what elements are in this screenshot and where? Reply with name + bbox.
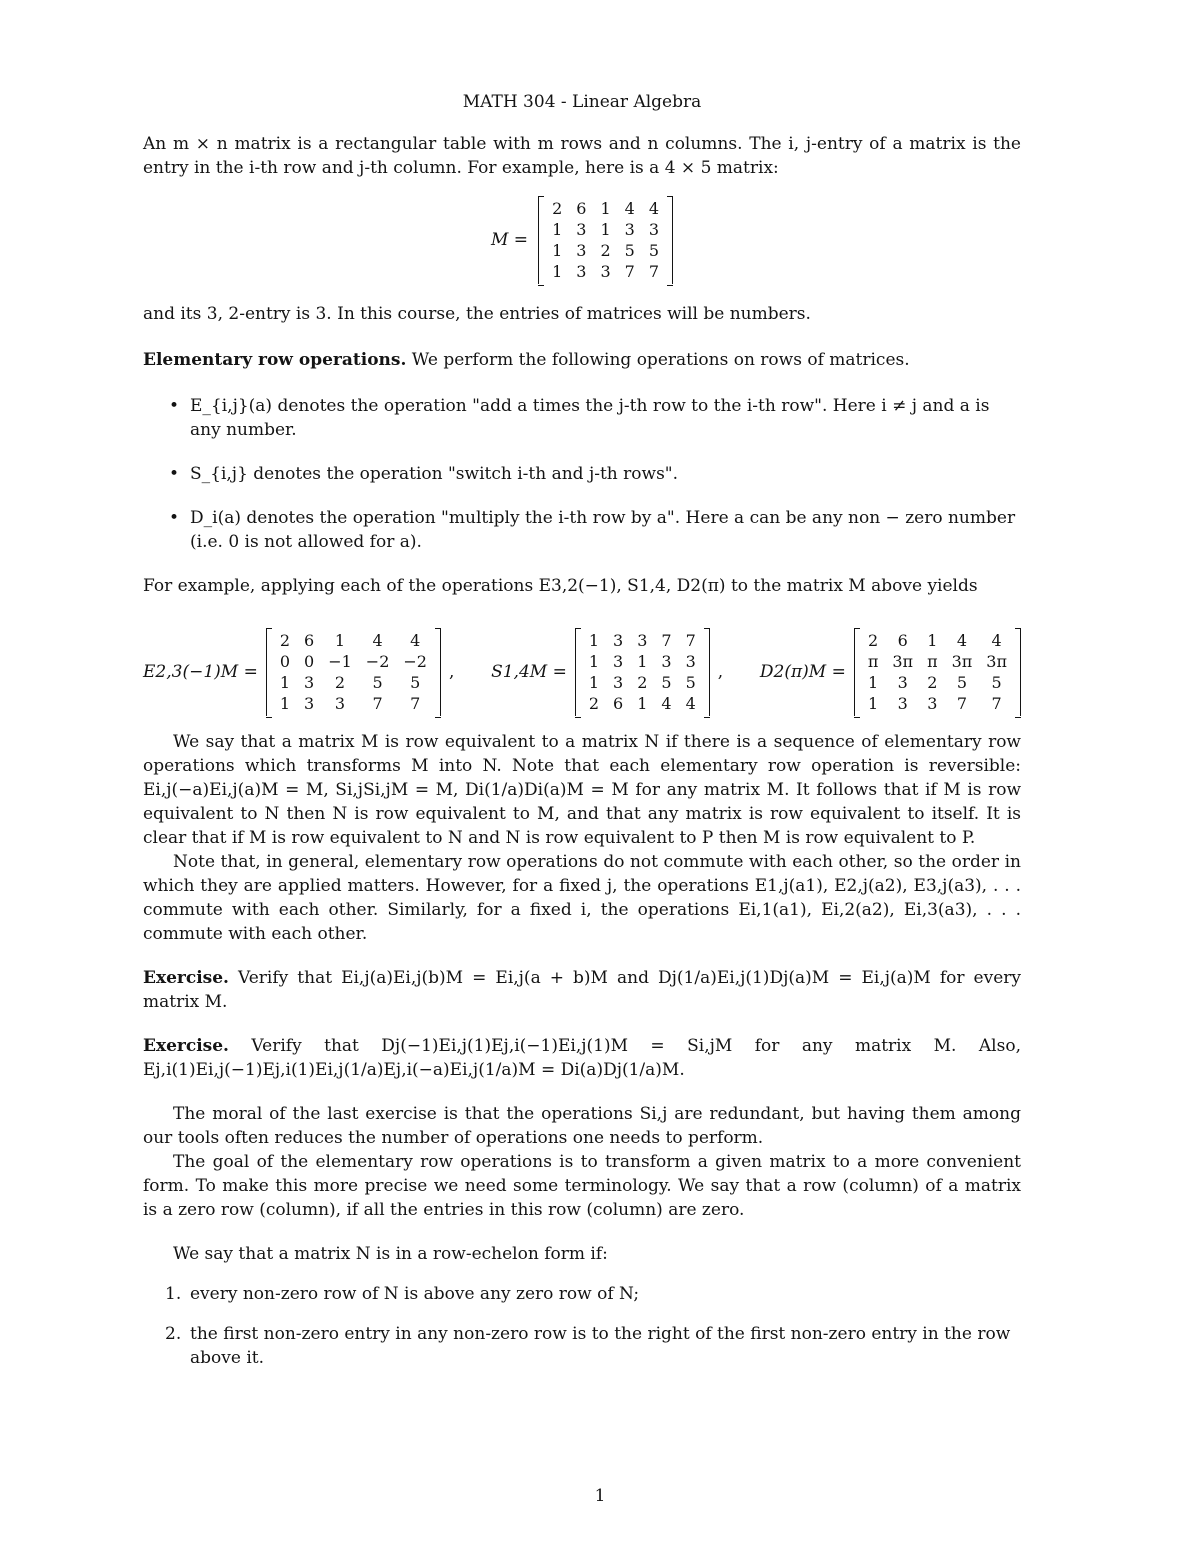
matrix-cell: 2	[600, 241, 611, 260]
example-label: D2(π)M =	[759, 662, 846, 682]
matrix-cell: 5	[685, 673, 696, 692]
matrix-cell: 1	[334, 631, 346, 650]
paragraph-moral: The moral of the last exercise is that the operations Si,j are redundant, but having them among our tools often reduces the number of operations one needs to perform.	[143, 1104, 1021, 1148]
list-item: • D_i(a) denotes the operation "multiply the i-th row by a". Here a can be any non − zero number (i.e. 0 is not allowed for a).	[143, 506, 1021, 554]
example-d2	[760, 628, 1021, 716]
document-page	[143, 92, 1021, 1386]
matrix-cell: 1	[279, 673, 291, 692]
matrix-row	[545, 219, 666, 240]
matrix-cell: 6	[613, 694, 624, 713]
example-matrices	[143, 628, 1021, 716]
matrix-cell: 1	[637, 652, 648, 671]
matrix-cell: 4	[648, 199, 659, 218]
matrix-cell: 3π	[892, 652, 914, 671]
matrix-cell: 3	[927, 694, 938, 713]
ero-heading: Elementary row operations.	[143, 350, 407, 370]
matrix-row	[545, 198, 666, 219]
matrix-cell: 1	[552, 262, 563, 281]
matrix-m-display	[143, 196, 1021, 284]
matrix-cell: 1	[600, 199, 611, 218]
matrix-row	[861, 630, 1014, 651]
matrix-cell: 2	[334, 673, 346, 692]
matrix-row	[545, 240, 666, 261]
row-echelon-conditions	[143, 1282, 1021, 1370]
exercise-heading: Exercise.	[143, 1036, 229, 1056]
matrix-m	[538, 196, 673, 284]
operations-list	[143, 394, 1021, 554]
matrix-cell: 0	[279, 652, 291, 671]
example-matrix	[575, 628, 710, 716]
matrix-row	[545, 261, 666, 282]
matrix-cell: 4	[372, 631, 383, 650]
matrix-cell: 3	[637, 631, 648, 650]
matrix-m-label: M =	[491, 230, 529, 250]
paragraph-example-intro: For example, applying each of the operations E3,2(−1), S1,4, D2(π) to the matrix M above yields	[143, 576, 978, 596]
matrix-cell: π	[867, 652, 879, 671]
matrix-cell: 1	[588, 652, 600, 671]
matrix-cell: 3	[897, 694, 908, 713]
exercise-heading: Exercise.	[143, 968, 229, 988]
matrix-cell: 3	[897, 673, 908, 692]
matrix-cell: 1	[279, 694, 291, 713]
matrix-cell: 3	[613, 631, 624, 650]
matrix-cell: 5	[991, 673, 1002, 692]
paragraph-ero-intro	[143, 348, 1021, 372]
matrix-cell: 5	[372, 673, 383, 692]
matrix-cell: 5	[956, 673, 968, 692]
matrix-cell: 1	[588, 631, 600, 650]
exercise-2	[143, 1034, 1021, 1082]
matrix-cell: 6	[304, 631, 315, 650]
matrix-cell: 3	[600, 262, 611, 281]
matrix-cell: 6	[897, 631, 908, 650]
matrix-cell: 3	[624, 220, 635, 239]
ero-text: We perform the following operations on rows of matrices.	[406, 350, 910, 370]
matrix-cell: 3	[648, 220, 659, 239]
matrix-row	[582, 693, 703, 714]
matrix-row	[861, 672, 1014, 693]
matrix-cell: 1	[600, 220, 611, 239]
page-number: 1	[594, 1486, 606, 1506]
example-matrix	[266, 628, 441, 716]
matrix-cell: −2	[365, 652, 390, 671]
matrix-row	[582, 672, 703, 693]
matrix-row	[273, 672, 434, 693]
paragraph-row-equivalence: We say that a matrix M is row equivalent to a matrix N if there is a sequence of elementary row operations which transforms M into N. Note that each elementary row operation is reversible: Ei,j(−a)Ei,j(a)M = M, Si,jSi,jM = M, Di(1/a)Di(a)M = M for any matrix M. It follows that if M is row equivalent to N then N is row equivalent to M, and that any matrix is row equivalent to itself. It is clear that if M is row equivalent to N and N is row equivalent to P then M is row equivalent to P.	[143, 732, 1021, 848]
matrix-cell: 1	[868, 694, 879, 713]
matrix-cell: 4	[410, 631, 421, 650]
matrix-cell: 4	[991, 631, 1002, 650]
matrix-cell: 4	[685, 694, 696, 713]
matrix-cell: 6	[576, 199, 587, 218]
matrix-cell: π	[927, 652, 938, 671]
matrix-cell: 1	[552, 220, 563, 239]
matrix-cell: 2	[588, 694, 600, 713]
exercise-text: Verify that Ei,j(a)Ei,j(b)M = Ei,j(a + b)M and Dj(1/a)Ei,j(1)Dj(a)M = Ei,j(a)M for every matrix M.	[143, 968, 1021, 1012]
matrix-cell: 7	[991, 694, 1002, 713]
matrix-cell: 3	[613, 673, 624, 692]
matrix-cell: 5	[648, 241, 659, 260]
matrix-m-table	[545, 198, 666, 282]
matrix-cell: 4	[661, 694, 672, 713]
matrix-cell: 3	[304, 673, 315, 692]
matrix-cell: 3	[576, 241, 587, 260]
matrix-cell: 3	[304, 694, 315, 713]
matrix-row	[273, 630, 434, 651]
matrix-cell: 3	[685, 652, 696, 671]
matrix-cell: 3	[334, 694, 346, 713]
matrix-cell: 1	[588, 673, 600, 692]
paragraph-goal: The goal of the elementary row operations is to transform a given matrix to a more convenient form. To make this more precise we need some terminology. We say that a row (column) of a matrix is a zero row (column), if all the entries in this row (column) are zero.	[143, 1152, 1021, 1220]
matrix-cell: 1	[927, 631, 938, 650]
example-s14: S1,4M = 1 3 3 7 7 1 3 1 3 3 1 3 2 5 5 2 6 1 4 4 ,	[491, 628, 723, 716]
paragraph-entry-note: and its 3, 2-entry is 3. In this course, the entries of matrices will be numbers.	[143, 304, 811, 324]
matrix-cell: 7	[372, 694, 383, 713]
matrix-cell: 2	[279, 631, 291, 650]
matrix-cell: 4	[624, 199, 635, 218]
matrix-cell: 5	[410, 673, 421, 692]
example-matrix	[854, 628, 1021, 716]
matrix-cell: 7	[648, 262, 659, 281]
paragraph-matrix-definition: An m × n matrix is a rectangular table with m rows and n columns. The i, j-entry of a matrix is the entry in the i-th row and j-th column. For example, here is a 4 × 5 matrix:	[143, 134, 1021, 178]
page-title: MATH 304 - Linear Algebra	[462, 92, 702, 112]
matrix-cell: −1	[328, 652, 352, 671]
example-e23: E2,3(−1)M = 2 6 1 4 4 0 0 −1 −2 −2 1 3 2 5 5 1 3 3 7 7 ,	[143, 628, 454, 716]
paragraph-row-echelon: We say that a matrix N is in a row-echelon form if:	[173, 1244, 608, 1264]
matrix-cell: 1	[552, 241, 563, 260]
example-label: S1,4M =	[491, 662, 567, 682]
matrix-row	[273, 693, 434, 714]
matrix-cell: 5	[624, 241, 635, 260]
list-item: • S_{i,j} denotes the operation "switch i-th and j-th rows".	[143, 462, 1021, 486]
matrix-cell: 1	[637, 694, 648, 713]
matrix-cell: 7	[956, 694, 968, 713]
matrix-row	[861, 651, 1014, 672]
matrix-cell: 7	[661, 631, 672, 650]
matrix-cell: 2	[637, 673, 648, 692]
list-item: 2. the first non-zero entry in any non-zero row is to the right of the first non-zero entry in the row above it.	[165, 1324, 1011, 1368]
exercise-1	[143, 966, 1021, 1014]
matrix-cell: 4	[956, 631, 968, 650]
matrix-cell: 3	[661, 652, 672, 671]
matrix-row	[273, 651, 434, 672]
matrix-cell: 2	[552, 199, 563, 218]
matrix-cell: 1	[868, 673, 879, 692]
matrix-cell: 2	[927, 673, 938, 692]
matrix-cell: 7	[685, 631, 696, 650]
list-item: 1. every non-zero row of N is above any zero row of N;	[165, 1284, 640, 1304]
matrix-cell: 2	[868, 631, 879, 650]
matrix-cell: 7	[410, 694, 421, 713]
matrix-row	[861, 693, 1014, 714]
example-label: E2,3(−1)M =	[143, 662, 258, 682]
paragraph-commute: Note that, in general, elementary row operations do not commute with each other, so the order in which they are applied matters. However, for a fixed j, the operations E1,j(a1), E2,j(a2), E3,j(a3), . . . commute with each other. Similarly, for a fixed i, the operations Ei,1(a1), Ei,2(a2), Ei,3(a3), . . . commute with each other.	[143, 852, 1021, 944]
exercise-text: Verify that Dj(−1)Ei,j(1)Ej,i(−1)Ei,j(1)M = Si,jM for any matrix M. Also, Ej,i(1)Ei,j(−1)Ej,i(1)Ei,j(1/a)Ej,i(−a)Ei,j(1/a)M = Di(a)Dj(1/a)M.	[143, 1036, 1021, 1080]
matrix-row	[582, 630, 703, 651]
matrix-cell: 0	[304, 652, 315, 671]
matrix-row	[582, 651, 703, 672]
list-item: • E_{i,j}(a) denotes the operation "add a times the j-th row to the i-th row". Here i ≠ j and a is any number.	[143, 394, 1021, 442]
matrix-cell: −2	[403, 652, 427, 671]
matrix-cell: 5	[661, 673, 672, 692]
matrix-cell: 7	[624, 262, 635, 281]
matrix-cell: 3π	[986, 652, 1007, 671]
matrix-cell: 3	[576, 262, 587, 281]
matrix-cell: 3π	[951, 652, 973, 671]
matrix-cell: 3	[576, 220, 587, 239]
matrix-cell: 3	[613, 652, 624, 671]
